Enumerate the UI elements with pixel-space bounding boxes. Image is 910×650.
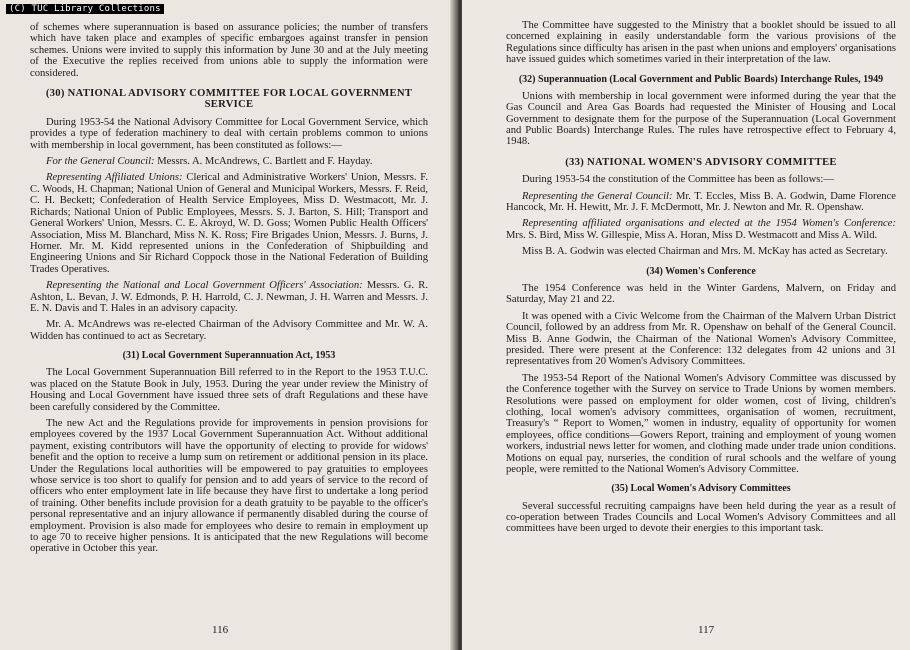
section-32-paragraph-1: Unions with membership in local government were informed during the year that the Gas Council and Area Gas Boards had requested the Minister of Housing and Local Government to designate them for the purpose of the Superannuation (Local Government and Public Boards) Interchange Rules. The rules have retrospective effect to February 4, 1948. xyxy=(506,90,896,148)
women-general-council-members: Mr. T. Eccles, Miss B. A. Godwin, Dame Florence Hancock, Mr. H. Hewitt, Mr. J. F. McDermott, Mr. J. Newton and Mr. R. Openshaw. xyxy=(506,190,896,214)
section-30-paragraph-5: Mr. A. McAndrews was re-elected Chairman of the Advisory Committee and Mr. W. A. Widden has continued to act as Secretary. xyxy=(30,319,428,342)
general-council-members: Messrs. A. McAndrews, C. Bartlett and F. Hayday. xyxy=(154,156,373,168)
affiliated-organisations-members: Mrs. S. Bird, Miss W. Gillespie, Miss A. Horan, Miss D. Westmacott and Miss A. Wild. xyxy=(506,229,878,241)
right-page xyxy=(462,0,910,650)
section-34-paragraph-2: It was opened with a Civic Welcome from the Chairman of the Malvern Urban District Council, followed by an address from Mr. R. Openshaw on behalf of the General Council. Miss B. Anne Godwin, the Chairman of the National Women's Advisory Committee, presided. There were present at the Conference: 132 delegates from 42 unions and 31 representatives from 20 Women's Advisory Committees. xyxy=(506,310,896,368)
right-intro-paragraph: The Committee have suggested to the Ministry that a booklet should be issued to all concerned explaining in easily understandable form the various provisions of the Regulations since difficulty has arisen in the past when unions and employers' organisations have issued guides which sometimes varied in their interpretation of the law. xyxy=(506,20,896,66)
section-33-paragraph-4: Miss B. A. Godwin was elected Chairman and Mrs. M. McKay has acted as Secretary. xyxy=(522,246,888,258)
affiliated-unions-members: Clerical and Administrative Workers' Union, Messrs. F. C. Woods, H. Chapman; National Union of General and Municipal Workers, Messrs. F. Reid, C. H. Beckett; Confederation of Health Service Employees, Miss D. Westmacott, Mr. J. Richards; National Union of Public Employees, Messrs. S. J. Barton, S. Hill; Transport and General Workers' Union, Messrs. C. E. Akroyd, W. D. Goss; Women Public Health Officers' Association, Miss M. Blanchard, Miss N. K. Ross; Fire Brigades Union, Messrs. J. Burns, J. Horner. Mr. M. Kidd represented unions in the Confederation of Shipbuilding and Engineering Unions and Sir Richard Coppock those in the National Federation of Building Trades Operatives. xyxy=(30,172,428,275)
section-31-paragraph-1: The Local Government Superannuation Bill referred to in the Report to the 1953 T.U.C. was placed on the Statute Book in July, 1953. During the year under review the Ministry of Housing and Local Government have issued three sets of draft Regulations and these have been carefully considered by the Committee. xyxy=(30,367,428,413)
affiliated-unions-label: Representing Affiliated Unions: xyxy=(46,172,183,184)
women-general-council-label: Representing the General Council: xyxy=(522,190,673,202)
section-31-heading: (31) Local Government Superannuation Act, 1953 xyxy=(122,350,336,362)
section-35-heading: (35) Local Women's Advisory Committees xyxy=(611,483,791,495)
nalgo-members: Messrs. G. R. Ashton, L. Bevan, J. W. Edmonds, P. H. Harrold, C. J. Newman, J. H. Warren and Messrs. J. E. N. Davis and T. Hales in an advisory capacity. xyxy=(30,280,429,314)
section-34-paragraph-3: The 1953-54 Report of the National Women's Advisory Committee was discussed by the Conference together with the Survey on service to Trade Unions by women members. Resolutions were passed on employment for older women, cost of living, children's clothing, local women's advisory committees, organisation of women, recruitment, Treasury's “ Report to Women,” women in industry, equality of opportunity for women employees, office conditions—Gowers Report, training and employment of young women workers, industrial news letter for women, and clothing made under trade union conditions. Motions on equal pay, nurseries, the condition of rural schools and the welfare of young people, were remitted to the National Women's Advisory Committee. xyxy=(506,372,896,475)
general-council-label: For the General Council: xyxy=(46,156,155,168)
section-33-paragraph-3 xyxy=(506,218,896,241)
section-33-heading: (33) NATIONAL WOMEN'S ADVISORY COMMITTEE xyxy=(565,156,837,168)
section-30-paragraph-1: During 1953-54 the National Advisory Committee for Local Government Service, which provides a type of federation machinery to deal with certain problems common to unions with membership in local government, has been constituted as follows:— xyxy=(30,116,428,151)
section-34-paragraph-1: The 1954 Conference was held in the Winter Gardens, Malvern, on Friday and Saturday, May 21 and 22. xyxy=(506,282,896,306)
section-31-paragraph-2: The new Act and the Regulations provide for improvements in pension provisions for employees covered by the 1937 Local Government Superannuation Act. Without additional payment, existing contributors will have the opportunity of electing to provide for widows' benefit and the option to receive a lump sum on retirement or additional pension in its place. Under the Regulations local authorities will be empowered to pay gratuities to employees whose service is too short to qualify for pension and to add years of service to the record of officers who enter employment late in life because they have first to undertake a long period of training. Other benefits include provision for a death gratuity to be payable to the officer's personal representative and an injury allowance if permanently disabled during the course of employment. Provision is also made for employees who desire to remain in employment up to age 70 to receive higher pensions. It is anticipated that the new Regulations will become operative in October this year. xyxy=(30,417,428,555)
section-32-heading: (32) Superannuation (Local Government and Public Boards) Interchange Rules, 1949 xyxy=(518,73,884,85)
section-34-heading: (34) Women's Conference xyxy=(646,265,756,277)
section-30-heading: (30) NATIONAL ADVISORY COMMITTEE FOR LOCAL GOVERNMENT SERVICE xyxy=(45,88,413,111)
affiliated-organisations-label: Representing affiliated organisations and elected at the 1954 Women's Conference: xyxy=(522,218,896,230)
section-30-paragraph-4 xyxy=(30,280,428,314)
left-page-number: 116 xyxy=(212,624,229,636)
section-35-paragraph-1: Several successful recruiting campaigns have been held during the year as a result of co-operation between Trades Councils and Local Women's Advisory Committees and all committees have been urged to devote their energies to this important task. xyxy=(506,500,896,535)
section-33-paragraph-1: During 1953-54 the constitution of the Committee has been as follows:— xyxy=(522,174,834,186)
section-33-paragraph-2 xyxy=(506,191,896,214)
left-intro-paragraph: of schemes where superannuation is based on assurance policies; the number of transfers which have taken place and examples of specific embargoes against transfer in pension schemes. Unions were invited to supply this information by June 30 and at the July meeting of the Executive the replies received from unions able to supply the information were considered. xyxy=(30,22,428,79)
section-30-paragraph-3 xyxy=(30,172,428,275)
collection-watermark: (C) TUC Library Collections xyxy=(6,4,164,14)
right-page-number: 117 xyxy=(698,624,715,636)
section-30-paragraph-2 xyxy=(30,156,428,167)
nalgo-label: Representing the National and Local Government Officers' Association: xyxy=(46,280,363,292)
